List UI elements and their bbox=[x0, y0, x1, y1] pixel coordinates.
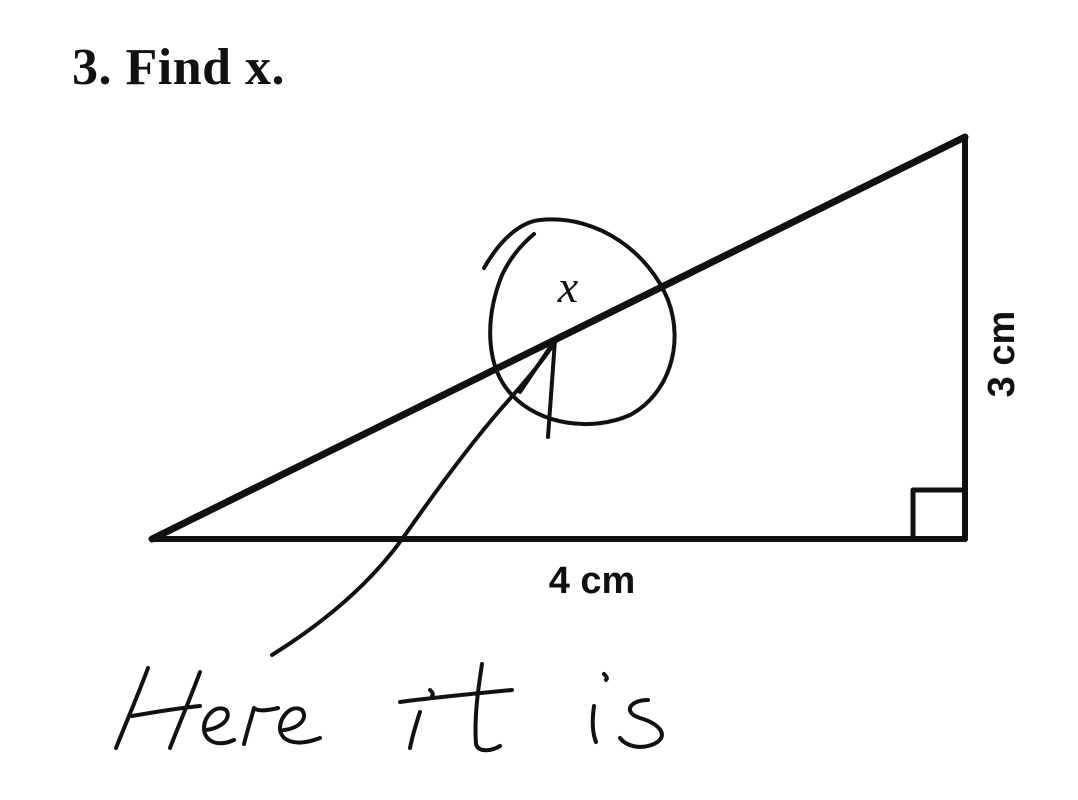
handwritten-arrow-shaft bbox=[272, 342, 555, 655]
question-title: 3. Find x. bbox=[72, 39, 286, 96]
right-triangle bbox=[152, 137, 965, 539]
base-length-label: 4 cm bbox=[548, 560, 636, 602]
hypotenuse-line bbox=[152, 137, 965, 539]
variable-x-label: x bbox=[557, 261, 579, 312]
handwritten-answer-here-it-is bbox=[116, 664, 662, 750]
right-angle-marker bbox=[913, 490, 965, 539]
height-length-label: 3 cm bbox=[981, 310, 1023, 398]
